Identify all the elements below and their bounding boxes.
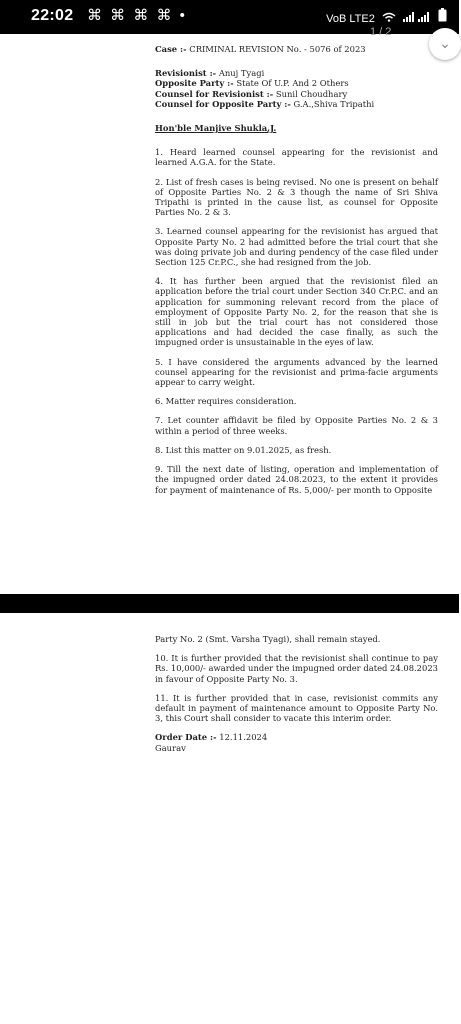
- paragraph-7: 7. Let counter affidavit be filed by Opposite Parties No. 2 & 3 within a period of three weeks.: [155, 415, 438, 436]
- network-label: VoB LTE2: [326, 13, 375, 25]
- paragraph-1: 1. Heard learned counsel appearing for the revisionist and learned A.G.A. for the State.: [155, 147, 438, 168]
- paragraph-8: 8. List this matter on 9.01.2025, as fresh.: [155, 444, 332, 455]
- paragraph-11: 11. It is further provided that in case, revisionist commits any default in payment of maintenance amount to Opposite Party No. 3, this Court shall consider to vacate this interim order.: [155, 692, 438, 724]
- order-date-line: Order Date :- 12.11.2024: [155, 732, 268, 743]
- case-line: Case :- CRIMINAL REVISION No. - 5076 of 2023: [155, 44, 366, 54]
- page-divider: [0, 594, 459, 613]
- opposite-party-line: Opposite Party :- State Of U.P. And 2 Others: [155, 78, 349, 89]
- paragraph-9: 9. Till the next date of listing, operation and implementation of the impugned order dated 24.08.2023, to the extent it provides for payment of maintenance of Rs. 5,000/- per month to Opposite: [155, 464, 438, 495]
- author-name: Gaurav: [155, 742, 186, 753]
- document-page-1[interactable]: [0, 26, 459, 594]
- paragraph-6: 6. Matter requires consideration.: [155, 396, 297, 407]
- battery-icon: [438, 13, 447, 25]
- notification-icons: ⌘ ⌘ ⌘ ⌘ •: [87, 7, 187, 24]
- paragraph-4: 4. It has further been argued that the revisionist filed an application before the trial court under Section 340 Cr.P.C. and an application for summoning relevant record from the place of employment of Opposite Party No. 2, for the reason that she is still in job but the trial court has not considered those applications and had decided the case finally, as such the impugned order is unsustainable in the eyes of law.: [155, 276, 438, 348]
- paragraph-9-continued: Party No. 2 (Smt. Varsha Tyagi), shall remain stayed.: [155, 634, 381, 644]
- counsel-revisionist-line: Counsel for Revisionist :- Sunil Choudhary: [155, 88, 348, 99]
- paragraph-2: 2. List of fresh cases is being revised. No one is present on behalf of Opposite Parties No. 2 & 3 though the name of Sri Shiva Tripathi is printed in the cause list, as counsel for Opposite Parties No. 2 & 3.: [155, 176, 438, 218]
- order-text-page-2: [155, 634, 438, 753]
- system-icons: [322, 8, 447, 25]
- counsel-opposite-line: Counsel for Opposite Party :- G.A.,Shiva Tripathi: [155, 98, 375, 109]
- judge-name: Hon'ble Manjive Shukla,J.: [155, 123, 277, 134]
- status-time: 22:02: [31, 7, 74, 24]
- paragraph-3: 3. Learned counsel appearing for the revisionist has argued that Opposite Party No. 2 had admitted before the trial court that she was doing private job and during pendency of the case filed under Section 125 Cr.P.C., she had resigned from the job.: [155, 226, 438, 268]
- paragraph-10: 10. It is further provided that the revisionist shall continue to pay Rs. 10,000/- awarded under the impugned order dated 24.08.2023 in favour of Opposite Party No. 3.: [155, 653, 438, 684]
- page-indicator: 1 / 2: [370, 26, 392, 38]
- signal-icon: [403, 13, 434, 25]
- chevron-down-icon[interactable]: ⌄: [429, 28, 461, 60]
- order-text-page-1: [155, 44, 438, 495]
- document-page-2[interactable]: [0, 613, 459, 1024]
- revisionist-line: Revisionist :- Anuj Tyagi: [155, 68, 265, 79]
- paragraph-5: 5. I have considered the arguments advanced by the learned counsel appearing for the revisionist and prima-facie arguments appear to carry weight.: [155, 356, 438, 388]
- wifi-icon: [382, 13, 399, 25]
